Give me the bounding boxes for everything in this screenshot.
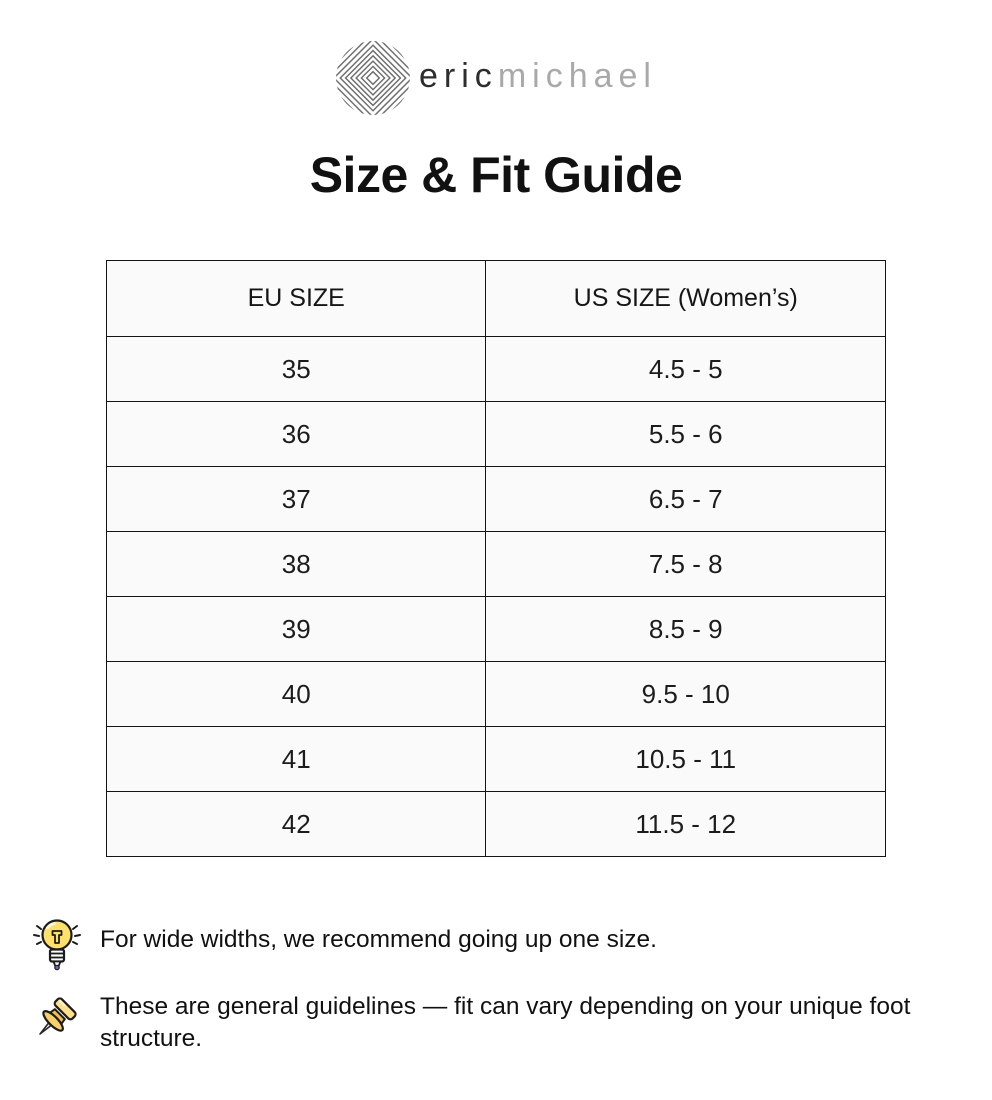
table-row xyxy=(107,792,886,857)
eu-size-cell: 41 xyxy=(107,727,486,792)
brand-wordmark xyxy=(419,59,657,97)
note-general-guidelines xyxy=(30,989,964,1055)
pushpin-icon xyxy=(30,989,84,1045)
brand-logo xyxy=(0,0,992,116)
concentric-diamond-icon xyxy=(335,40,411,116)
table-row xyxy=(107,532,886,597)
eu-size-cell: 37 xyxy=(107,467,486,532)
note-text: For wide widths, we recommend going up one size. xyxy=(100,926,657,953)
page-title: Size & Fit Guide xyxy=(309,147,683,203)
eu-size-cell: 42 xyxy=(107,792,486,857)
column-header-us-size: US SIZE (Women’s) xyxy=(486,261,886,337)
note-text: These are general guidelines — fit can vary depending on your unique foot structure. xyxy=(100,993,911,1052)
table-row xyxy=(107,337,886,402)
eu-size-cell: 39 xyxy=(107,597,486,662)
table-row xyxy=(107,597,886,662)
table-row xyxy=(107,467,886,532)
brand-name-secondary: michael xyxy=(497,57,657,95)
table-row xyxy=(107,727,886,792)
eu-size-cell: 36 xyxy=(107,402,486,467)
size-conversion-table xyxy=(106,260,886,857)
us-size-cell: 6.5 - 7 xyxy=(486,467,886,532)
us-size-cell: 10.5 - 11 xyxy=(486,727,886,792)
lightbulb-icon xyxy=(30,915,84,971)
us-size-cell: 9.5 - 10 xyxy=(486,662,886,727)
brand-name-primary: eric xyxy=(419,57,498,95)
eu-size-cell: 35 xyxy=(107,337,486,402)
table-row xyxy=(107,662,886,727)
eu-size-cell: 38 xyxy=(107,532,486,597)
us-size-cell: 8.5 - 9 xyxy=(486,597,886,662)
us-size-cell: 4.5 - 5 xyxy=(486,337,886,402)
eu-size-cell: 40 xyxy=(107,662,486,727)
us-size-cell: 11.5 - 12 xyxy=(486,792,886,857)
us-size-cell: 5.5 - 6 xyxy=(486,402,886,467)
us-size-cell: 7.5 - 8 xyxy=(486,532,886,597)
table-header-row xyxy=(107,261,886,337)
table-row xyxy=(107,402,886,467)
note-wide-widths xyxy=(30,915,964,971)
column-header-eu-size: EU SIZE xyxy=(107,261,486,337)
notes-section xyxy=(30,915,964,1055)
